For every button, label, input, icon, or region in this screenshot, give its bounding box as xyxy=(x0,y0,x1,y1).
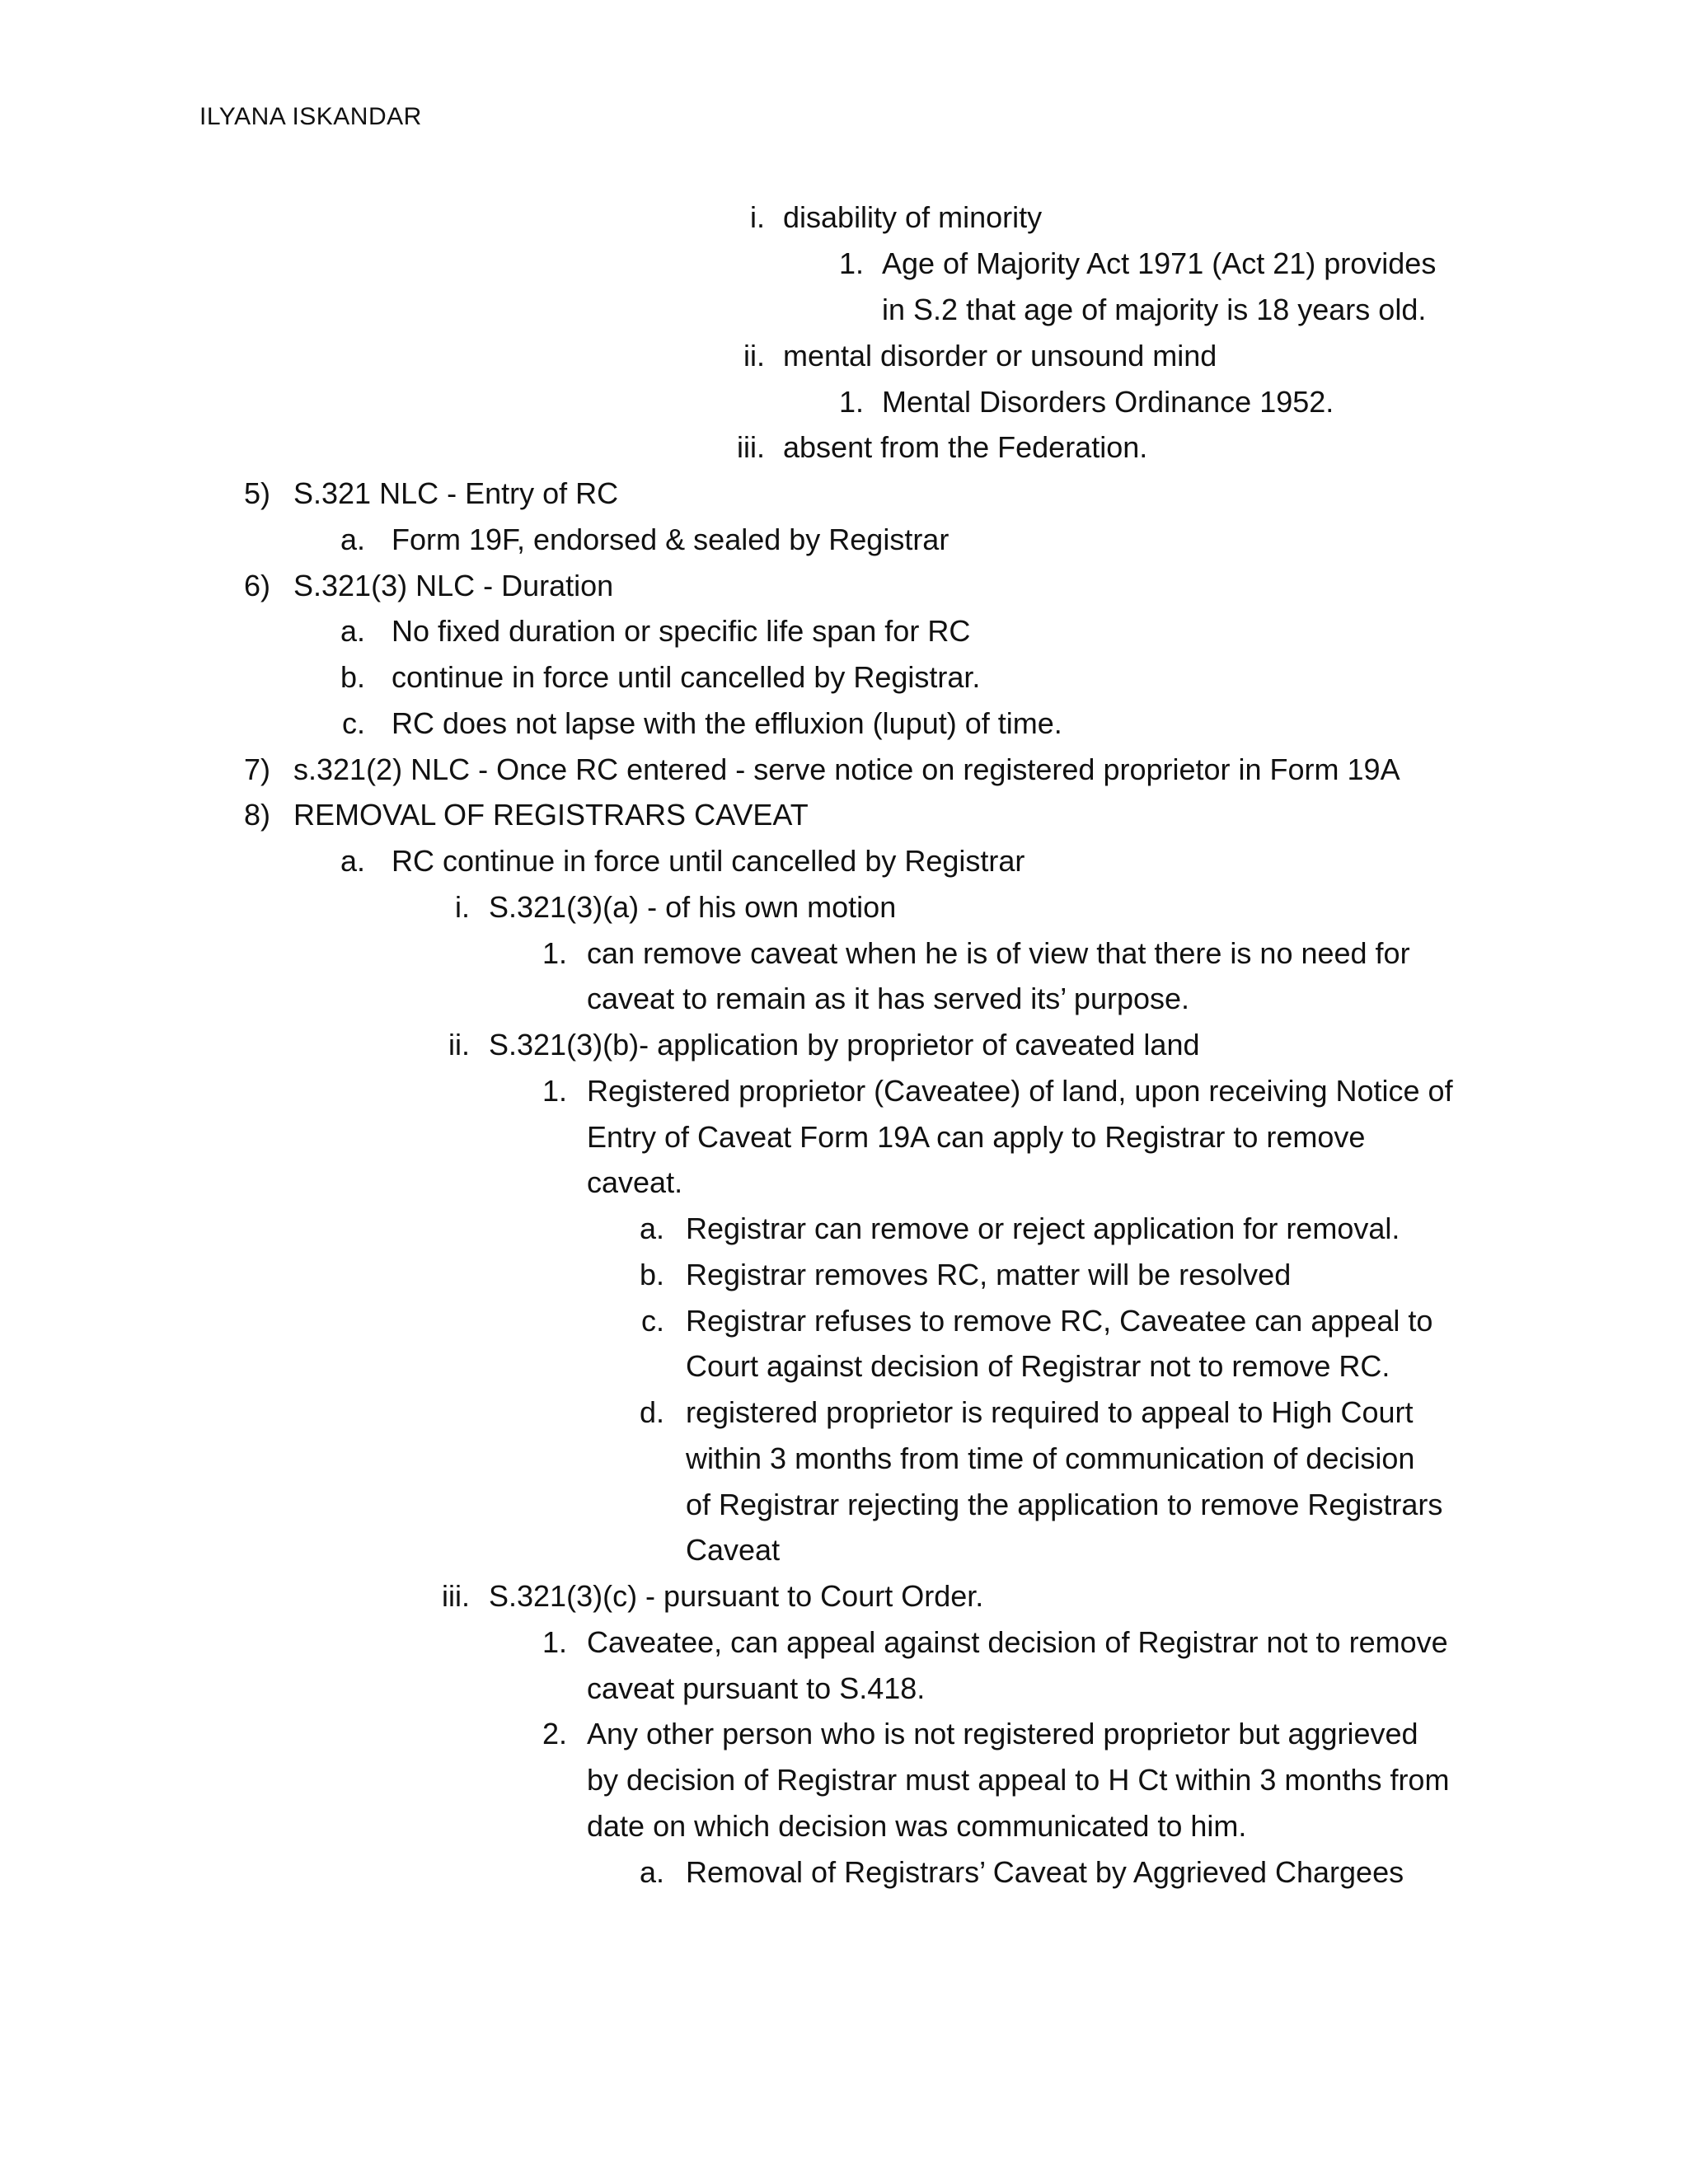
list-item-text: Removal of Registrars’ Caveat by Aggrieved Chargees xyxy=(686,1855,1404,1889)
list-item-text: caveat pursuant to S.418. xyxy=(587,1671,926,1705)
list-item-text: caveat to remain as it has served its’ purpose. xyxy=(587,982,1190,1015)
list-marker: 1. xyxy=(838,385,864,419)
list-marker: 1. xyxy=(542,936,567,970)
list-item-text: registered proprietor is required to appeal to High Court xyxy=(686,1395,1414,1429)
list-marker: i. xyxy=(455,890,470,924)
list-item-text: can remove caveat when he is of view that there is no need for xyxy=(587,936,1410,970)
list-item-text: S.321(3)(b)- application by proprietor of caveated land xyxy=(489,1028,1200,1062)
list-item-text: Registrar removes RC, matter will be resolved xyxy=(686,1258,1292,1291)
page-header-name: ILYANA ISKANDAR xyxy=(199,103,422,130)
list-item-text: REMOVAL OF REGISTRARS CAVEAT xyxy=(293,798,809,832)
list-item-text: within 3 months from time of communication of decision xyxy=(686,1441,1415,1475)
list-item-text: in S.2 that age of majority is 18 years old. xyxy=(882,293,1427,326)
list-item-text: Court against decision of Registrar not to remove RC. xyxy=(686,1349,1390,1383)
list-item-text: Registrar can remove or reject application for removal. xyxy=(686,1212,1400,1245)
list-item-text: No fixed duration or specific life span for RC xyxy=(392,614,971,648)
list-marker: 8) xyxy=(243,798,270,832)
list-marker: b. xyxy=(639,1258,664,1291)
list-marker: iii. xyxy=(442,1579,470,1613)
list-item-text: Registrar refuses to remove RC, Caveatee can appeal to xyxy=(686,1304,1433,1338)
list-item-text: absent from the Federation. xyxy=(783,430,1148,464)
list-item-text: disability of minority xyxy=(783,200,1043,234)
list-item-text: Registered proprietor (Caveatee) of land, upon receiving Notice of xyxy=(587,1074,1453,1108)
list-item-text: S.321(3) NLC - Duration xyxy=(293,569,614,602)
list-marker: 2. xyxy=(542,1717,567,1750)
list-item-text: mental disorder or unsound mind xyxy=(783,339,1217,373)
list-marker: 7) xyxy=(243,752,270,786)
list-item-text: caveat. xyxy=(587,1165,683,1199)
list-marker: 1. xyxy=(542,1074,567,1108)
list-marker: d. xyxy=(639,1395,664,1429)
list-marker: 1. xyxy=(838,246,864,280)
list-item-text: RC does not lapse with the effluxion (luput) of time. xyxy=(392,706,1062,740)
list-marker: ii. xyxy=(743,339,765,373)
list-marker: b. xyxy=(340,660,365,694)
list-item-text: Caveatee, can appeal against decision of Registrar not to remove xyxy=(587,1625,1448,1659)
list-item-text: Age of Majority Act 1971 (Act 21) provides xyxy=(882,246,1437,280)
list-item-text: S.321(3)(a) - of his own motion xyxy=(489,890,897,924)
list-marker: ii. xyxy=(448,1028,470,1062)
list-item-text: Any other person who is not registered proprietor but aggrieved xyxy=(587,1717,1418,1750)
list-item-text: by decision of Registrar must appeal to H Ct within 3 months from xyxy=(587,1763,1450,1797)
list-marker: 6) xyxy=(243,569,270,602)
list-item-text: of Registrar rejecting the application to remove Registrars xyxy=(686,1488,1443,1521)
list-marker: c. xyxy=(341,706,365,740)
list-item-text: S.321 NLC - Entry of RC xyxy=(293,476,619,510)
list-item-text: date on which decision was communicated to him. xyxy=(587,1809,1247,1843)
list-item-text: Mental Disorders Ordinance 1952. xyxy=(882,385,1334,419)
list-marker: a. xyxy=(639,1212,664,1245)
list-item-text: RC continue in force until cancelled by Registrar xyxy=(392,844,1025,878)
list-marker: c. xyxy=(640,1304,664,1338)
list-marker: 1. xyxy=(542,1625,567,1659)
list-marker: i. xyxy=(750,200,765,234)
list-marker: a. xyxy=(340,523,365,556)
list-item-text: Form 19F, endorsed & sealed by Registrar xyxy=(392,523,950,556)
list-item-text: S.321(3)(c) - pursuant to Court Order. xyxy=(489,1579,984,1613)
list-item-text: continue in force until cancelled by Registrar. xyxy=(392,660,981,694)
list-item-text: Caveat xyxy=(686,1533,781,1567)
list-marker: a. xyxy=(340,844,365,878)
list-item-text: s.321(2) NLC - Once RC entered - serve notice on registered proprietor in Form 19A xyxy=(293,752,1400,786)
list-marker: a. xyxy=(639,1855,664,1889)
list-marker: a. xyxy=(340,614,365,648)
list-marker: iii. xyxy=(737,430,765,464)
list-marker: 5) xyxy=(243,476,270,510)
list-item-text: Entry of Caveat Form 19A can apply to Registrar to remove xyxy=(587,1120,1366,1154)
